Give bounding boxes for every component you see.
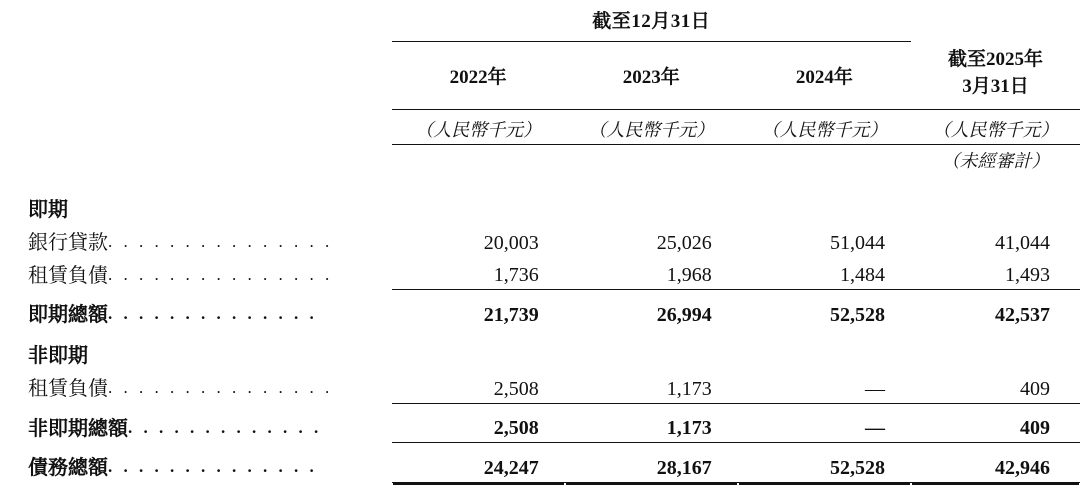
section-title-blank-2 [565, 191, 738, 224]
table-head [0, 0, 1080, 191]
header-period-span-label: 截至12月31日 [392, 0, 911, 42]
header-unaudited-2025: （未經審計） [941, 150, 1050, 171]
header-empty-cell-2 [0, 42, 392, 110]
cell-value: 1,493 [1005, 264, 1050, 287]
gap-cell [911, 329, 1080, 337]
section-title-row-noncurrent [0, 337, 1080, 370]
header-blank-2022 [392, 144, 565, 179]
cell-value: 20,003 [483, 231, 539, 254]
gap-cell-5 [911, 179, 1080, 191]
gap-cell-4 [738, 179, 911, 191]
header-blank-2023 [565, 144, 738, 179]
header-period-2025 [911, 42, 1080, 110]
cell-value: 2,508 [493, 377, 539, 400]
cell-value: 52,528 [829, 304, 885, 327]
row-label-text: 租賃負債 [28, 378, 108, 401]
cell-value: 25,026 [656, 231, 712, 254]
header-unit-2024: （人民幣千元） [738, 109, 911, 144]
gap-cell-1 [0, 179, 392, 191]
header-unit-row [0, 109, 1080, 144]
section-title-noncurrent: 非即期 [28, 345, 88, 368]
section-gap-row [0, 329, 1080, 337]
gap-cell [0, 329, 392, 337]
row-label-text: 租賃負債 [28, 264, 108, 287]
header-gap-row [0, 179, 1080, 191]
cell-value: 24,247 [392, 449, 565, 482]
header-blank-2024 [738, 144, 911, 179]
section-title-current: 即期 [28, 198, 68, 221]
cell-value: 21,739 [483, 304, 539, 327]
header-year-2023: 2023年 [565, 42, 738, 110]
row-label-lease-liabilities [0, 257, 392, 290]
header-period-2025-line1: 截至2025年 [947, 48, 1043, 70]
gap-cell-3 [565, 179, 738, 191]
header-year-2022: 2022年 [392, 42, 565, 110]
row-label-current-total [0, 296, 392, 329]
header-year-row [0, 42, 1080, 110]
leader-dots: . . . . . . . . . . . . . [128, 417, 322, 437]
section-title-blank-2 [565, 337, 738, 370]
cell-value: — [864, 377, 885, 400]
gap-cell [392, 329, 565, 337]
section-title-blank-1 [392, 191, 565, 224]
grand-total-row [0, 449, 1080, 482]
table-row [0, 224, 1080, 257]
row-label-bank-loans [0, 224, 392, 257]
section-title-blank-1 [392, 337, 565, 370]
leader-dots: . . . . . . . . . . . . . . [108, 457, 318, 477]
row-label-text: 銀行貸款 [28, 231, 108, 254]
cell-value: 409 [1020, 377, 1050, 400]
header-unit-2023: （人民幣千元） [565, 109, 738, 144]
header-year-2024: 2024年 [738, 42, 911, 110]
gap-cell [565, 329, 738, 337]
gap-cell [738, 329, 911, 337]
cell-value: 42,537 [995, 304, 1050, 327]
table-row [0, 257, 1080, 290]
gap-cell-2 [392, 179, 565, 191]
header-empty-cell-3 [0, 109, 392, 144]
section-title-blank-3 [738, 337, 911, 370]
leader-dots: . . . . . . . . . . . . . . . [108, 231, 333, 251]
cell-value: 2,508 [493, 417, 539, 440]
row-label-text: 即期總額 [28, 304, 108, 327]
header-unit-2025: （人民幣千元） [911, 109, 1080, 144]
header-spacer-cell [911, 0, 1080, 42]
row-label-lease-liabilities-noncurrent [0, 370, 392, 403]
row-label-total-debt [0, 449, 392, 482]
cell-value: 42,946 [911, 449, 1080, 482]
header-unit-2022: （人民幣千元） [392, 109, 565, 144]
header-empty-cell-4 [0, 144, 392, 179]
cell-value: — [864, 417, 885, 440]
section-title-row-current [0, 191, 1080, 224]
leader-dots: . . . . . . . . . . . . . . [108, 304, 318, 324]
subtotal-row-current [0, 296, 1080, 329]
cell-value: 1,484 [839, 264, 885, 287]
cell-value: 1,173 [666, 417, 712, 440]
cell-value: 41,044 [995, 231, 1050, 254]
section-title-blank-4 [911, 337, 1080, 370]
subtotal-row-noncurrent [0, 410, 1080, 443]
table-row [0, 370, 1080, 403]
cell-value: 28,167 [565, 449, 738, 482]
leader-dots: . . . . . . . . . . . . . . . [108, 378, 333, 398]
section-title-blank-3 [738, 191, 911, 224]
cell-value: 1,736 [493, 264, 539, 287]
cell-value: 51,044 [829, 231, 885, 254]
row-label-noncurrent-total [0, 410, 392, 443]
header-period-2025-line2: 3月31日 [962, 76, 1029, 98]
cell-value: 409 [1020, 417, 1050, 440]
header-unaudited-row [0, 144, 1080, 179]
row-label-text: 債務總額 [28, 457, 108, 480]
table-body [0, 191, 1080, 483]
cell-value: 52,528 [738, 449, 911, 482]
cell-value: 26,994 [656, 304, 712, 327]
cell-value: 1,968 [666, 264, 712, 287]
leader-dots: . . . . . . . . . . . . . . . [108, 264, 333, 284]
header-span-row [0, 0, 1080, 42]
row-label-text: 非即期總額 [28, 417, 128, 440]
cell-value: 1,173 [666, 377, 712, 400]
section-title-blank-4 [911, 191, 1080, 224]
header-empty-cell [0, 0, 392, 42]
